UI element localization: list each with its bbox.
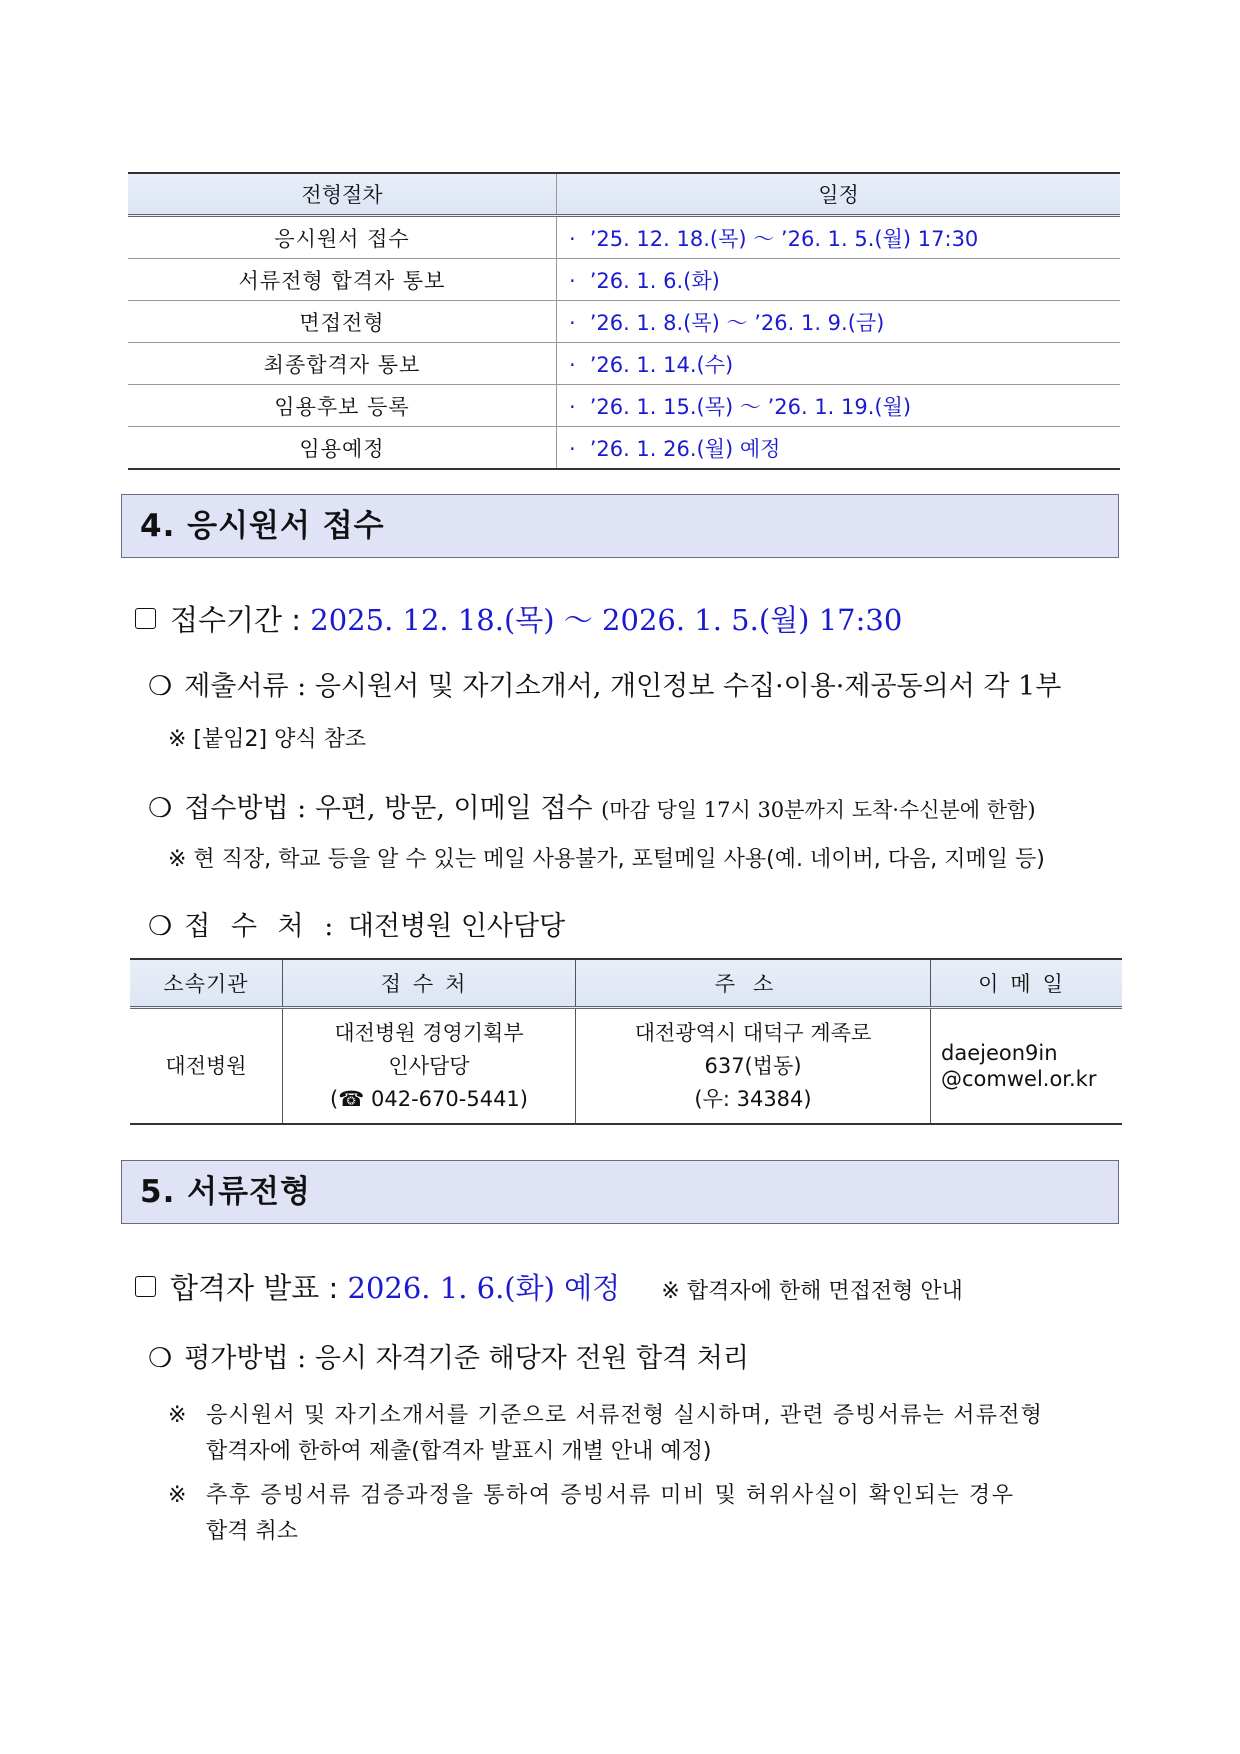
docs-value: 응시원서 및 자기소개서, 개인정보 수집·이용·제공동의서 각 1부: [314, 671, 1062, 702]
schedule-header-date: 일정: [557, 173, 1121, 216]
eval-value: 응시 자격기준 해당자 전원 합격 처리: [314, 1343, 749, 1374]
table-row: [128, 385, 1120, 427]
schedule-step: 면접전형: [128, 301, 557, 343]
schedule-date: ’26. 1. 15.(목) ～ ’26. 1. 19.(월): [589, 394, 912, 419]
bullet-icon: ·: [569, 352, 576, 377]
bullet-icon: ·: [569, 310, 576, 335]
note-2-line-b: 합격 취소: [206, 1519, 299, 1544]
circle-bullet-icon: ❍: [148, 671, 173, 702]
schedule-date: ’26. 1. 26.(월) 예정: [589, 436, 781, 461]
table-row: [128, 427, 1120, 470]
recv-org: 대전병원: [130, 1008, 283, 1125]
table-row: [130, 1008, 1122, 1125]
eval-line: [148, 1336, 749, 1375]
schedule-date: ’25. 12. 18.(목) ～ ’26. 1. 5.(월) 17:30: [589, 226, 979, 251]
period-line: [135, 598, 902, 639]
schedule-date: ’26. 1. 6.(화): [589, 268, 720, 293]
checkbox-square-icon: [135, 1276, 156, 1297]
recv-dept-line: 대전병원 경영기획부: [334, 1020, 524, 1045]
circle-bullet-icon: ❍: [148, 793, 173, 824]
method-label: 접수방법 :: [184, 793, 307, 824]
schedule-step: 응시원서 접수: [128, 216, 557, 259]
section-5-heading: 5. 서류전형: [121, 1160, 1119, 1224]
table-row: [128, 259, 1120, 301]
recv-email-line: @comwel.or.kr: [941, 1067, 1097, 1091]
period-value: 2025. 12. 18.(목) ～ 2026. 1. 5.(월) 17:30: [310, 603, 903, 637]
schedule-step: 임용예정: [128, 427, 557, 470]
period-label: 접수기간 :: [170, 603, 302, 637]
bullet-icon: ·: [569, 436, 576, 461]
method-small: (마감 당일 17시 30분까지 도착·수신분에 한함): [601, 798, 1036, 822]
method-note: ※ 현 직장, 학교 등을 알 수 있는 메일 사용불가, 포털메일 사용(예. 네이버, 다음, 지메일 등): [168, 847, 1045, 872]
table-row: [128, 343, 1120, 385]
announce-note: ※ 합격자에 한해 면접전형 안내: [661, 1279, 963, 1304]
recv-dept-line: 인사담당: [388, 1053, 470, 1078]
announce-label: 합격자 발표 :: [170, 1271, 339, 1305]
note-2: [168, 1478, 1120, 1550]
note-1-line-a: 응시원서 및 자기소개서를 기준으로 서류전형 실시하며, 관련 증빙서류는 서류전형: [206, 1403, 1044, 1428]
recv-postcode: (우: 34384): [694, 1086, 812, 1111]
schedule-date: ’26. 1. 8.(목) ～ ’26. 1. 9.(금): [589, 310, 885, 335]
place-value: 대전병원 인사담당: [347, 911, 566, 942]
method-line: [148, 786, 1036, 825]
place-line: [148, 904, 565, 943]
note-mark: ※: [168, 1483, 187, 1508]
announce-line: [135, 1266, 963, 1307]
schedule-header-step: 전형절차: [128, 173, 557, 216]
recv-email-line: daejeon9in: [941, 1041, 1058, 1065]
bullet-icon: ·: [569, 394, 576, 419]
recv-phone: (☎ 042-670-5441): [330, 1086, 528, 1111]
note-mark: ※: [168, 1403, 187, 1428]
recv-addr-line: 대전광역시 대덕구 계족로: [634, 1020, 872, 1045]
place-label: 접 수 처 :: [184, 911, 340, 942]
schedule-table: [128, 172, 1120, 470]
bullet-icon: ·: [569, 226, 576, 251]
bullet-icon: ·: [569, 268, 576, 293]
note-1: [168, 1398, 1120, 1470]
schedule-date: ’26. 1. 14.(수): [589, 352, 734, 377]
checkbox-square-icon: [135, 608, 156, 629]
table-row: [128, 216, 1120, 259]
docs-label: 제출서류 :: [184, 671, 307, 702]
schedule-step: 서류전형 합격자 통보: [128, 259, 557, 301]
recv-header-org: 소속기관: [130, 959, 283, 1008]
docs-note: ※ [붙임2] 양식 참조: [168, 727, 367, 752]
reception-table: [130, 958, 1122, 1125]
schedule-step: 임용후보 등록: [128, 385, 557, 427]
section-4-heading: 4. 응시원서 접수: [121, 494, 1119, 558]
circle-bullet-icon: ❍: [148, 1343, 173, 1374]
method-value: 우편, 방문, 이메일 접수: [314, 793, 593, 824]
recv-header-email: 이메일: [931, 959, 1123, 1008]
table-row: [128, 301, 1120, 343]
recv-header-addr: 주소: [576, 959, 931, 1008]
recv-addr-line: 637(법동): [704, 1053, 802, 1078]
circle-bullet-icon: ❍: [148, 911, 173, 942]
note-1-line-b: 합격자에 한하여 제출(합격자 발표시 개별 안내 예정): [206, 1439, 712, 1464]
eval-label: 평가방법 :: [184, 1343, 307, 1374]
note-2-line-a: 추후 증빙서류 검증과정을 통하여 증빙서류 미비 및 허위사실이 확인되는 경우: [206, 1483, 1015, 1508]
schedule-step: 최종합격자 통보: [128, 343, 557, 385]
recv-header-dept: 접수처: [283, 959, 576, 1008]
docs-line: [148, 664, 1061, 703]
announce-value: 2026. 1. 6.(화) 예정: [347, 1271, 621, 1305]
